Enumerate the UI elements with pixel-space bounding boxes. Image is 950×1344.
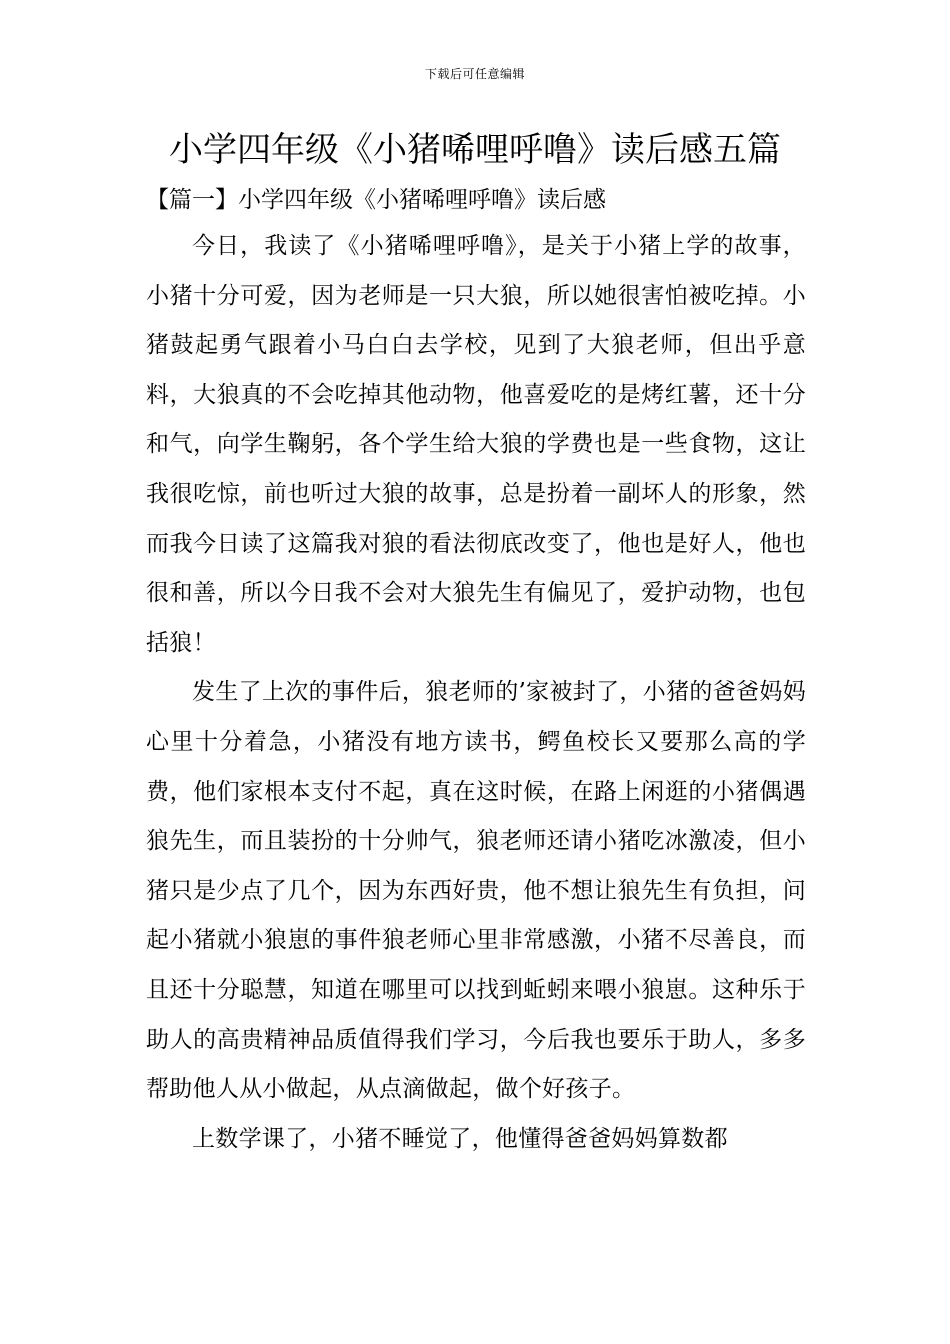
paragraph-2: 发生了上次的事件后，狼老师的’家被封了，小猪的爸爸妈妈心里十分着急，小猪没有地方读书，鳄鱼校长又要那么高的学费，他们家根本支付不起，真在这时候，在路上闲逛的小猪偶遇狼先生，而且装扮的十分帅气，狼老师还请小猪吃冰激凌，但小猪只是少点了几个，因为东西好贵，他不想让狼先生有负担，问起小猪就小狼崽的事件狼老师心里非常感激，小猪不尽善良，而且还十分聪慧，知道在哪里可以找到蚯蚓来喂小狼崽。这种乐于助人的高贵精神品质值得我们学习，今后我也要乐于助人，多多帮助他人从小做起，从点滴做起，做个好孩子。 (146, 679, 806, 1103)
section-heading: 【篇一】小学四年级《小猪唏哩呼噜》读后感 (146, 187, 606, 213)
paragraph-1: 今日，我读了《小猪唏哩呼噜》，是关于小猪上学的故事，小猪十分可爱，因为老师是一只大狼，所以她很害怕被吃掉。小猪鼓起勇气跟着小马白白去学校，见到了大狼老师，但出乎意料，大狼真的不会吃掉其他动物，他喜爱吃的是烤红薯，还十分和气，向学生鞠躬，各个学生给大狼的学费也是一些食物，这让我很吃惊，前也听过大狼的故事，总是扮着一副坏人的形象，然而我今日读了这篇我对狼的看法彻底改变了，他也是好人，他也很和善，所以今日我不会对大狼先生有偏见了，爱护动物，也包括狼！ (146, 233, 806, 656)
document-title: 小学四年级《小猪唏哩呼噜》读后感五篇 (169, 130, 781, 170)
paragraph-3: 上数学课了，小猪不睡觉了，他懂得爸爸妈妈算数都 (192, 1125, 728, 1152)
document-body (146, 222, 806, 1164)
page-header-note: 下载后可任意编辑 (424, 67, 525, 81)
